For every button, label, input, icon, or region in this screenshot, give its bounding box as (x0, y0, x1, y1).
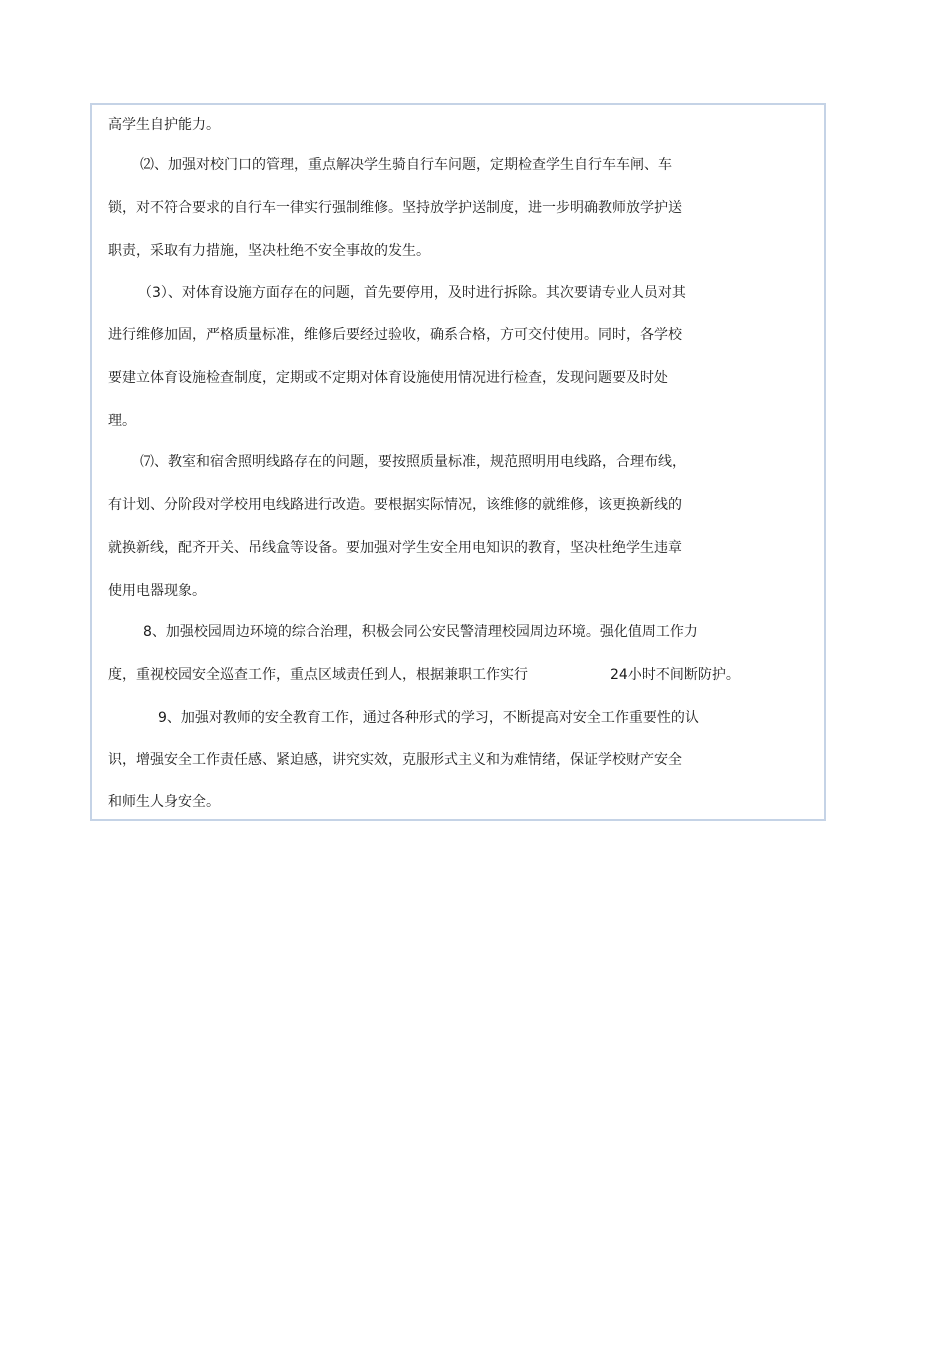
text-line-2: ⑵、加强对校门口的管理，重点解决学生骑自行车问题，定期检查学生自行车车闸、车 (140, 157, 672, 173)
text-line-7: 要建立体育设施检查制度，定期或不定期对体育设施使用情况进行检查，发现问题要及时处 (108, 370, 668, 386)
text-line-5: （3）、对体育设施方面存在的问题，首先要停用，及时进行拆除。其次要请专业人员对其 (138, 285, 686, 301)
text-line-17: 和师生人身安全。 (108, 794, 220, 810)
text-line-9: ⑺、教室和宿舍照明线路存在的问题，要按照质量标准，规范照明用电线路，合理布线， (140, 454, 686, 470)
text-line-1: 高学生自护能力。 (108, 117, 220, 133)
text-line-14-tail: 24小时不间断防护。 (610, 667, 740, 683)
text-line-13: 8、加强校园周边环境的综合治理，积极会同公安民警清理校园周边环境。强化值周工作力 (143, 624, 698, 640)
text-line-14: 度，重视校园安全巡查工作，重点区域责任到人，根据兼职工作实行 (108, 667, 528, 683)
text-line-6: 进行维修加固，严格质量标准，维修后要经过验收，确系合格，方可交付使用。同时，各学校 (108, 327, 682, 343)
text-line-8: 理。 (108, 413, 136, 429)
text-line-4: 职责，采取有力措施，坚决杜绝不安全事故的发生。 (108, 243, 430, 259)
text-line-11: 就换新线，配齐开关、吊线盒等设备。要加强对学生安全用电知识的教育，坚决杜绝学生违章 (108, 540, 682, 556)
text-line-15: 9、加强对教师的安全教育工作，通过各种形式的学习，不断提高对安全工作重要性的认 (158, 710, 699, 726)
text-line-10: 有计划、分阶段对学校用电线路进行改造。要根据实际情况，该维修的就维修，该更换新线的 (108, 497, 682, 513)
text-line-16: 识，增强安全工作责任感、紧迫感，讲究实效，克服形式主义和为难情绪，保证学校财产安全 (108, 752, 682, 768)
text-line-12: 使用电器现象。 (108, 583, 206, 599)
text-line-3: 锁，对不符合要求的自行车一律实行强制维修。坚持放学护送制度，进一步明确教师放学护送 (108, 200, 682, 216)
